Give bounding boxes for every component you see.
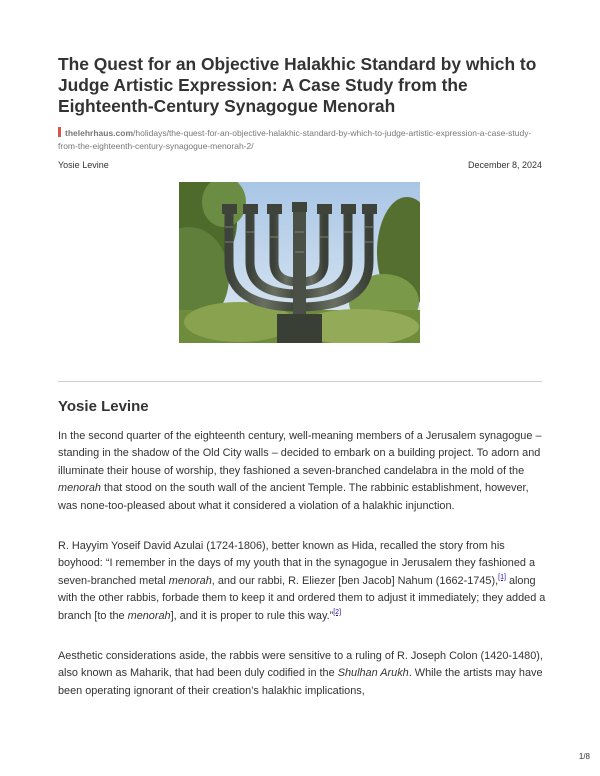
p2-text-3: along with the other rabbis, forbade them to keep it and ordered them to adjust it immediately; they added a branch [to the	[58, 574, 546, 622]
author-heading: Yosie Levine	[58, 398, 149, 415]
footnote-link-1[interactable]: [1]	[498, 573, 506, 581]
p1-emphasis-menorah: menorah	[58, 482, 101, 495]
paragraph-3	[58, 648, 546, 700]
url-domain[interactable]: thelehrhaus.com	[65, 128, 134, 138]
p2-text-2: , and our rabbi, R. Eliezer [ben Jacob] Nahum (1662-1745),	[211, 574, 499, 587]
p1-text-2: that stood on the south wall of the ancient Temple. The rabbinic establishment, however, was none-too-pleased about what it considered a violation of a halakhic injunction.	[58, 482, 529, 512]
knesset-menorah-photo-icon	[179, 182, 420, 343]
publish-date: December 8, 2024	[467, 160, 542, 170]
url-path[interactable]: /holidays/the-quest-for-an-objective-halakhic-standard-by-which-to-judge-artistic-expression-a-case-study-from-the-eighteenth-century-synagogue-menorah-2/	[58, 128, 532, 151]
section-divider	[58, 381, 542, 382]
source-url[interactable]	[58, 127, 548, 153]
paragraph-2	[58, 538, 546, 625]
article-title: The Quest for an Objective Halakhic Standard by which to Judge Artistic Expression: A Case Study from the Eighteenth-Century Synagogue Menorah	[58, 54, 537, 116]
p3-emphasis-shulhan-arukh: Shulhan Arukh	[337, 667, 409, 680]
paragraph-1	[58, 428, 546, 515]
p2-emphasis-menorah-2: menorah	[127, 609, 171, 622]
hero-image	[179, 182, 420, 343]
p2-emphasis-menorah-1: menorah	[168, 574, 212, 587]
p1-text-1: In the second quarter of the eighteenth century, well-meaning members of a Jerusalem synagogue – standing in the shadow of the Old City walls – decided to embark on a building project. To adorn and illuminate their house of worship, they fashioned a seven-branched candelabra in the mold of the	[58, 430, 542, 477]
p2-text-1: R. Hayyim Yoseif David Azulai (1724-1806), better known as Hida, recalled the story from his boyhood: “I remember in the days of my youth that in the synagogue in Jerusalem they fashioned a seven-branched metal	[58, 540, 536, 587]
p3-text-2: . While the artists may have been operating ignorant of their creation’s halakhic implications,	[58, 667, 543, 697]
p2-text-4: ], and it is proper to rule this way.”	[170, 609, 334, 622]
byline-author: Yosie Levine	[58, 160, 109, 170]
bookmark-icon	[58, 127, 61, 137]
footnote-link-2[interactable]: [2]	[333, 608, 342, 616]
page-number: 1/8	[578, 752, 590, 761]
p3-text-1: Aesthetic considerations aside, the rabbis were sensitive to a ruling of R. Joseph Colon (1420-1480), also known as Maharik, that had been duly codified in the	[58, 650, 543, 680]
